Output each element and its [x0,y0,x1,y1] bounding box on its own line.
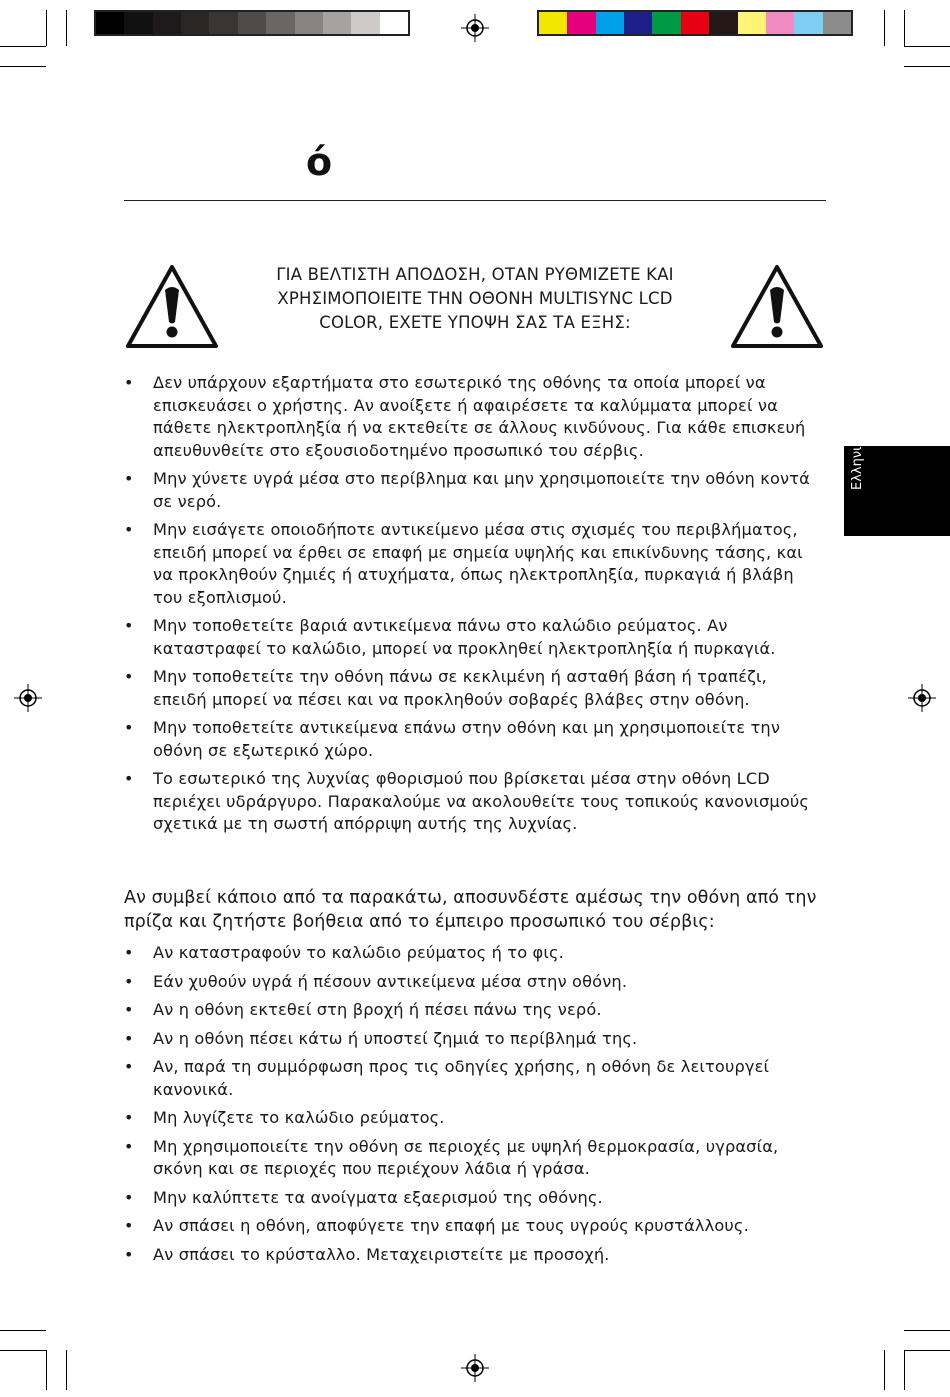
bullet-icon: • [124,1000,134,1019]
bullet-icon: • [124,971,134,991]
list-item [124,1056,824,1101]
list-item [124,1136,824,1181]
crop-mark [0,1350,46,1351]
list-item [124,717,824,762]
registration-mark-icon [908,684,936,712]
bullet-icon: • [124,1028,134,1048]
list-item [124,615,824,660]
list-item-text: Μην τοποθετείτε αντικείμενα επάνω στην οθόνη και μη χρησιμοποιείτε την οθόνη σε εξωτερικό χώρο. [153,718,781,760]
color-swatch [738,12,766,34]
color-swatch [96,12,124,34]
crop-mark [46,10,47,46]
list-item [124,999,824,1022]
list-item-text: Μη λυγίζετε το καλώδιο ρεύματος. [153,1108,445,1127]
language-tab [844,430,950,536]
crop-mark [904,1330,950,1331]
grayscale-color-bar [94,10,410,36]
crop-mark [904,1350,950,1351]
page-title: ό [306,140,333,184]
list-item-text: Μην χύνετε υγρά μέσα στο περίβλημα και μην χρησιμοποιείτε την οθόνη κοντά σε νερό. [153,469,810,511]
list-item [124,971,824,994]
color-swatch [181,12,209,34]
color-swatch [652,12,680,34]
crop-mark [904,10,905,46]
list-item-text: Μην τοποθετείτε βαριά αντικείμενα πάνω στο καλώδιο ρεύματος. Αν καταστραφεί το καλώδιο, μπορεί να προκληθεί ηλεκτροπληξία ή πυρκαγιά. [153,616,776,658]
crop-mark [884,10,885,46]
list-item-text: Αν σπάσει η οθόνη, αποφύγετε την επαφή με τους υγρούς κρυστάλλους. [153,1216,749,1235]
bullet-icon: • [124,616,134,635]
list-item [124,519,824,609]
list-item-text: Μην εισάγετε οποιοδήποτε αντικείμενο μέσα στις σχισμές του περιβλήματος, επειδή μπορεί να έρθει σε επαφή με σημεία υψηλής και επικίνδυνης τάσης, και να προκληθούν ζημιές ή ατυχήματα, όπως ηλεκτροπληξία, πυρκαγιά ή βλάβη του εξοπλισμού. [153,520,803,607]
bullet-icon: • [124,1057,134,1076]
warning-triangle-icon [124,262,220,350]
color-swatch [295,12,323,34]
color-swatch [380,12,408,34]
color-swatch [323,12,351,34]
list-item [124,1244,824,1267]
bullet-icon: • [124,1136,134,1156]
color-swatch [766,12,794,34]
bullet-icon: • [124,1244,134,1264]
list-item [124,768,824,836]
bullet-icon: • [124,469,134,488]
bullet-icon: • [124,943,134,962]
bullet-icon: • [124,520,134,539]
crop-mark [904,66,950,67]
color-swatch [238,12,266,34]
list-item [124,372,824,462]
crop-mark [46,1350,47,1390]
crop-mark [0,46,46,47]
color-swatch [681,12,709,34]
unplug-list [124,942,824,1272]
color-swatch [124,12,152,34]
crop-mark [0,1330,46,1331]
color-swatch [539,12,567,34]
list-item [124,942,824,965]
color-swatch [794,12,822,34]
list-item-text: Αν, παρά τη συμμόρφωση προς τις οδηγίες χρήσης, η οθόνη δε λειτουργεί κανονικά. [153,1057,770,1099]
crop-mark [66,10,67,46]
color-swatch [153,12,181,34]
list-item-text: Αν η οθόνη εκτεθεί στη βροχή ή πέσει πάνω της νερό. [153,1000,602,1019]
list-item-text: Εάν χυθούν υγρά ή πέσουν αντικείμενα μέσα στην οθόνη. [153,971,628,991]
registration-mark-icon [14,684,42,712]
list-item [124,1028,824,1051]
list-item-text: Το εσωτερικό της λυχνίας φθορισμού που βρίσκεται μέσα στην οθόνη LCD περιέχει υδράργυρο. Παρακαλούμε να ακολουθείτε τους τοπικούς κανονισμούς σχετικά με τη σωστή απόρριψη αυτής της λυχνίας. [153,769,810,833]
unplug-intro: Αν συμβεί κάποιο από τα παρακάτω, αποσυνδέστε αμέσως την οθόνη από την πρίζα και ζητήστε βοήθεια από το έμπειρο προσωπικό του σέρβις: [124,888,817,932]
list-item-text: Αν σπάσει το κρύσταλλο. Μεταχειριστείτε με προσοχή. [153,1244,610,1264]
list-item-text: Αν η οθόνη πέσει κάτω ή υποστεί ζημιά το περίβλημά της. [153,1028,638,1048]
warning-line: ΓΙΑ ΒΕΛΤΙΣΤΗ ΑΠΟΔΟΣΗ, ΟΤΑΝ ΡΥΘΜΙΖΕΤΕ ΚΑΙ [276,265,674,284]
bullet-icon: • [124,1108,134,1127]
crop-mark [904,1350,905,1390]
color-swatch [596,12,624,34]
list-item [124,1215,824,1238]
bullet-icon: • [124,1216,134,1235]
list-item-text: Αν καταστραφούν το καλώδιο ρεύματος ή το φις. [153,943,564,962]
list-item-text: Δεν υπάρχουν εξαρτήματα στο εσωτερικό της οθόνης τα οποία μπορεί να επισκευάσει ο χρήστης. Αν ανοίξετε ή αφαιρέσετε τα καλύμματα μπορεί να πάθετε ηλεκτροπληξία ή να εκτεθείτε σε άλλους κινδύνους. Για κάθε επισκευή απευθυνθείτε στο εξουσιοδοτημένο προσωπικό του σέρβις. [153,373,806,460]
color-swatch [709,12,737,34]
color-swatch [567,12,595,34]
crop-mark [0,66,46,67]
color-swatch [624,12,652,34]
registration-mark-icon [461,1354,489,1382]
list-item-text: Μην καλύπτετε τα ανοίγματα εξαερισμού της οθόνης. [153,1187,603,1207]
list-item [124,1107,824,1130]
warning-notice [230,263,720,335]
list-item [124,1187,824,1210]
list-item [124,666,824,711]
title-divider [124,200,826,201]
language-tab-label: Ελληνικά [850,430,865,490]
bullet-icon: • [124,718,134,737]
crop-mark [66,1350,67,1390]
safety-list [124,372,824,842]
crop-mark [904,46,950,47]
list-item-text: Μη χρησιμοποιείτε την οθόνη σε περιοχές με υψηλή θερμοκρασία, υγρασία, σκόνη και σε περιοχές που περιέχουν λάδια ή γράσα. [153,1136,779,1178]
crop-mark [884,1350,885,1390]
warning-line: ΧΡΗΣΙΜΟΠΟΙΕΙΤΕ ΤΗΝ ΟΘΟΝΗ MULTISYNC LCD [277,289,673,308]
warning-triangle-icon [729,262,825,350]
list-item [124,468,824,513]
bullet-icon: • [124,769,134,788]
bullet-icon: • [124,667,134,686]
warning-line: COLOR, ΕΧΕΤΕ ΥΠΟΨΗ ΣΑΣ ΤΑ ΕΞΗΣ: [319,313,631,332]
bullet-icon: • [124,1187,134,1207]
process-color-bar [537,10,853,36]
list-item-text: Μην τοποθετείτε την οθόνη πάνω σε κεκλιμένη ή ασταθή βάση ή τραπέζι, επειδή μπορεί να πέσει και να προκληθούν σοβαρές βλάβες στην οθόνη. [153,667,767,709]
color-swatch [351,12,379,34]
color-swatch [209,12,237,34]
color-swatch [266,12,294,34]
color-swatch [823,12,851,34]
registration-mark-icon [461,14,489,42]
bullet-icon: • [124,373,134,392]
